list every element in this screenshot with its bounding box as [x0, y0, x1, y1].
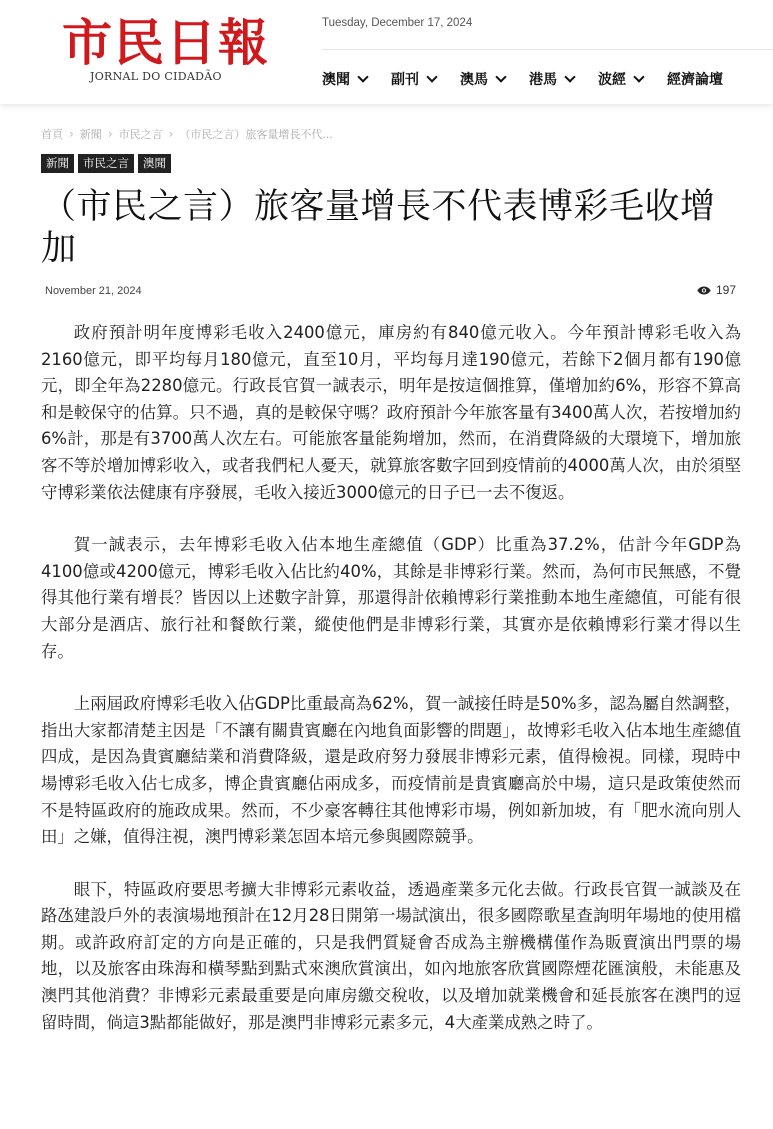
article-paragraph: 上兩屆政府博彩毛收入佔GDP比重最高為62%，賀一誠接任時是50%多，認為屬自然調整，指出大家都清楚主因是「不讓有關貴賓廳在內地負面影響的問題」，故博彩毛收入佔本地生產總值四成，是因為貴賓廳結業和消費降級，還是政府努力發展非博彩元素，值得檢視。同樣，現時中場博彩毛收入佔七成多，博企貴賓廳佔兩成多，而疫情前是貴賓廳高於中場，這只是政策使然而不是特區政府的施政成果。然而，不少豪客轉往其他博彩市場，例如新加坡，有「肥水流向別人田」之嫌，值得注視，澳門博彩業怎固本培元參與國際競爭。	[41, 694, 741, 847]
category-tags	[41, 154, 175, 173]
view-count-value: 197	[716, 283, 737, 297]
article-date: November 21, 2024	[45, 285, 142, 297]
nav-item-macau-racing[interactable]	[460, 64, 505, 94]
article-title: （市民之言）旅客量增長不代表博彩毛收增加	[41, 187, 716, 269]
tag-news[interactable]: 新聞	[41, 154, 74, 173]
site-logo[interactable]	[60, 12, 270, 92]
nav-item-label: 港馬	[529, 72, 557, 88]
article-body	[41, 320, 741, 1062]
breadcrumb-citizen-voice[interactable]: 市民之言	[118, 128, 163, 141]
chevron-down-icon	[426, 71, 437, 82]
nav-item-label: 副刊	[391, 72, 419, 88]
article-paragraph: 眼下，特區政府要思考擴大非博彩元素收益，透過產業多元化去做。行政長官賀一誠談及在路氹建設戶外的表演場地預計在12月28日開第一場試演出，很多國際歌星查詢明年場地的使用檔期。或許政府訂定的方向是正確的，只是我們質疑會否成為主辦機構僅作為販賣演出門票的場地，以及旅客由珠海和橫琴點到點式來澳欣賞演出，如內地旅客欣賞國際煙花匯演般，未能惠及澳門其他消費？非博彩元素最重要是向庫房繳交稅收，以及增加就業機會和延長旅客在澳門的逗留時間，倘這3點都能做好，那是澳門非博彩元素多元，4大產業成熟之時了。	[41, 879, 741, 1032]
breadcrumb-news[interactable]: 新聞	[79, 128, 102, 141]
nav-item-label: 澳馬	[460, 72, 488, 88]
chevron-down-icon	[495, 71, 506, 82]
logo-portuguese-text: JORNAL DO CIDADÃO	[90, 70, 222, 83]
tag-macau-news[interactable]: 澳聞	[138, 154, 171, 173]
chevron-right-icon: ›	[168, 127, 174, 141]
header-divider	[322, 49, 773, 50]
article-paragraph: 賀一誠表示，去年博彩毛收入佔本地生產總值（GDP）比重為37.2%，估計今年GDP為4100億或4200億元，博彩毛收入佔比約40%，其餘是非博彩行業。然而，為何市民無感，不覺得其他行業有增長？皆因以上述數字計算，那還得計依賴博彩行業推動本地生產總值，可能有很大部分是酒店、旅行社和餐飲行業，縱使他們是非博彩行業，其實亦是依賴博彩行業才得以生存。	[41, 535, 741, 661]
nav-item-hk-racing[interactable]	[529, 64, 574, 94]
nav-item-football[interactable]	[598, 64, 643, 94]
tag-citizen-voice[interactable]: 市民之言	[78, 154, 134, 173]
chevron-right-icon: ›	[69, 127, 74, 141]
eye-icon	[697, 286, 711, 295]
chevron-right-icon: ›	[107, 127, 113, 141]
main-nav	[322, 64, 723, 94]
logo-chinese-text: 市民日報	[62, 13, 270, 72]
nav-item-supplement[interactable]	[391, 64, 436, 94]
nav-item-label: 澳聞	[322, 72, 350, 88]
nav-item-economic-forum[interactable]	[667, 64, 723, 94]
site-header	[0, 0, 773, 104]
chevron-down-icon	[357, 71, 368, 82]
nav-item-label: 波經	[598, 72, 626, 88]
nav-item-label: 經濟論壇	[667, 72, 723, 88]
chevron-down-icon	[564, 71, 575, 82]
nav-item-macau-news[interactable]	[322, 64, 367, 94]
chevron-down-icon	[633, 71, 644, 82]
view-count	[697, 283, 736, 297]
breadcrumb	[41, 126, 333, 142]
article-paragraph: 政府預計明年度博彩毛收入2400億元，庫房約有840億元收入。今年預計博彩毛收入為2160億元，即平均每月180億元，直至10月，平均每月達190億元，若餘下2個月都有190億元，即全年為2280億元。行政長官賀一誠表示，明年是按這個推算，僅增加約6%，形容不算高和是較保守的估算。只不過，真的是較保守嗎？政府預計今年旅客量有3400萬人次，若按增加約6%計，那是有3700萬人次左右。可能旅客量能夠增加，然而，在消費降級的大環境下，增加旅客不等於增加博彩收入，或者我們杞人憂天，就算旅客數字回到疫情前的4000萬人次，由於須堅守博彩業依法健康有序發展，毛收入接近3000億元的日子已一去不復返。	[41, 323, 741, 502]
breadcrumb-current: （市民之言）旅客量增長不代...	[179, 128, 333, 141]
header-date: Tuesday, December 17, 2024	[322, 17, 473, 29]
breadcrumb-home[interactable]: 首頁	[41, 128, 63, 141]
